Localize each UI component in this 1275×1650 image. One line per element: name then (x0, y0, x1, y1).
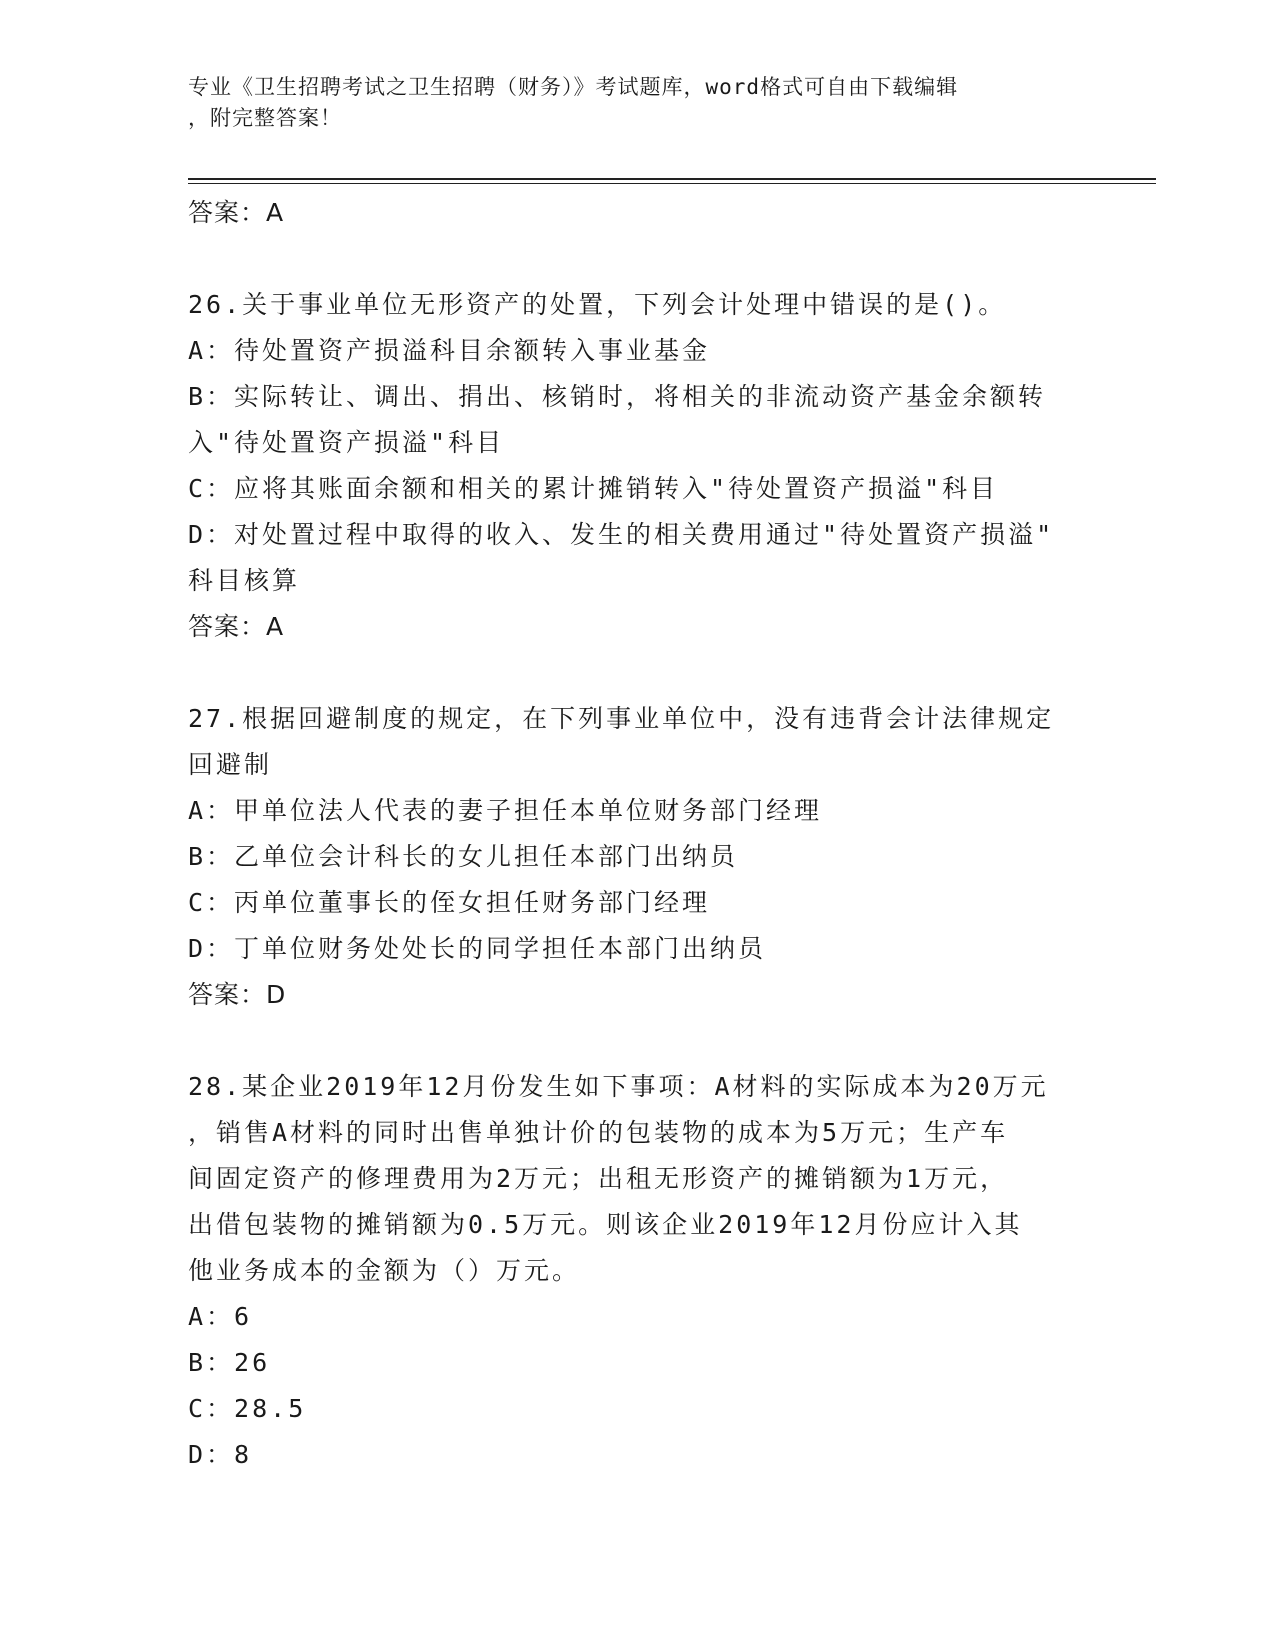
question-28-stem-line-3: 间固定资产的修理费用为2万元；出租无形资产的摊销额为1万元， (188, 1164, 1009, 1193)
question-27-option-b: B：乙单位会计科长的女儿担任本部门出纳员 (188, 842, 739, 871)
question-28 (188, 1064, 1088, 1478)
question-27-answer: 答案：D (188, 980, 287, 1009)
question-27-option-c: C：丙单位董事长的侄女担任财务部门经理 (188, 888, 711, 917)
question-27-option-d: D：丁单位财务处处长的同学担任本部门出纳员 (188, 934, 767, 963)
question-28-stem-line-4: 出借包装物的摊销额为0.5万元。则该企业2019年12月份应计入其 (188, 1210, 1023, 1239)
header-rule-thick (188, 178, 1156, 180)
question-27-option-a: A：甲单位法人代表的妻子担任本单位财务部门经理 (188, 796, 823, 825)
header-rule-thin (188, 183, 1156, 184)
question-26-answer: 答案：A (188, 612, 285, 641)
header-line-2: ，附完整答案！ (188, 106, 342, 130)
spacer (188, 236, 1088, 282)
question-28-stem-line-5: 他业务成本的金额为（）万元。 (188, 1256, 581, 1285)
spacer (188, 650, 1088, 696)
question-28-option-c: C：28.5 (188, 1394, 307, 1423)
question-27 (188, 696, 1088, 1018)
question-26-option-b-line-2: 入"待处置资产损溢"科目 (188, 428, 505, 457)
question-26-option-b-line-1: B：实际转让、调出、捐出、核销时，将相关的非流动资产基金余额转 (188, 382, 1047, 411)
header-line-1: 专业《卫生招聘考试之卫生招聘（财务）》考试题库，word格式可自由下载编辑 (188, 75, 959, 99)
question-26-stem: 26.关于事业单位无形资产的处置，下列会计处理中错误的是()。 (188, 290, 1007, 319)
question-28-stem-line-2: ，销售A材料的同时出售单独计价的包装物的成本为5万元；生产车 (188, 1118, 1009, 1147)
question-26 (188, 282, 1088, 650)
question-26-option-d-line-2: 科目核算 (188, 566, 301, 595)
question-26-option-c: C：应将其账面余额和相关的累计摊销转入"待处置资产损溢"科目 (188, 474, 999, 503)
question-26-option-d-line-1: D：对处置过程中取得的收入、发生的相关费用通过"待处置资产损溢" (188, 520, 1055, 549)
question-27-stem-line-2: 回避制 (188, 750, 273, 779)
question-28-stem-line-1: 28.某企业2019年12月份发生如下事项：A材料的实际成本为20万元 (188, 1072, 1049, 1101)
spacer (188, 1018, 1088, 1064)
question-28-option-d: D：8 (188, 1440, 253, 1469)
answer-previous: 答案：A (188, 198, 285, 227)
question-26-option-a: A：待处置资产损溢科目余额转入事业基金 (188, 336, 711, 365)
question-28-option-a: A：6 (188, 1302, 253, 1331)
question-27-stem-line-1: 27.根据回避制度的规定，在下列事业单位中，没有违背会计法律规定 (188, 704, 1055, 733)
question-28-option-b: B：26 (188, 1348, 271, 1377)
document-header (188, 72, 1068, 134)
question-content (188, 190, 1088, 1478)
